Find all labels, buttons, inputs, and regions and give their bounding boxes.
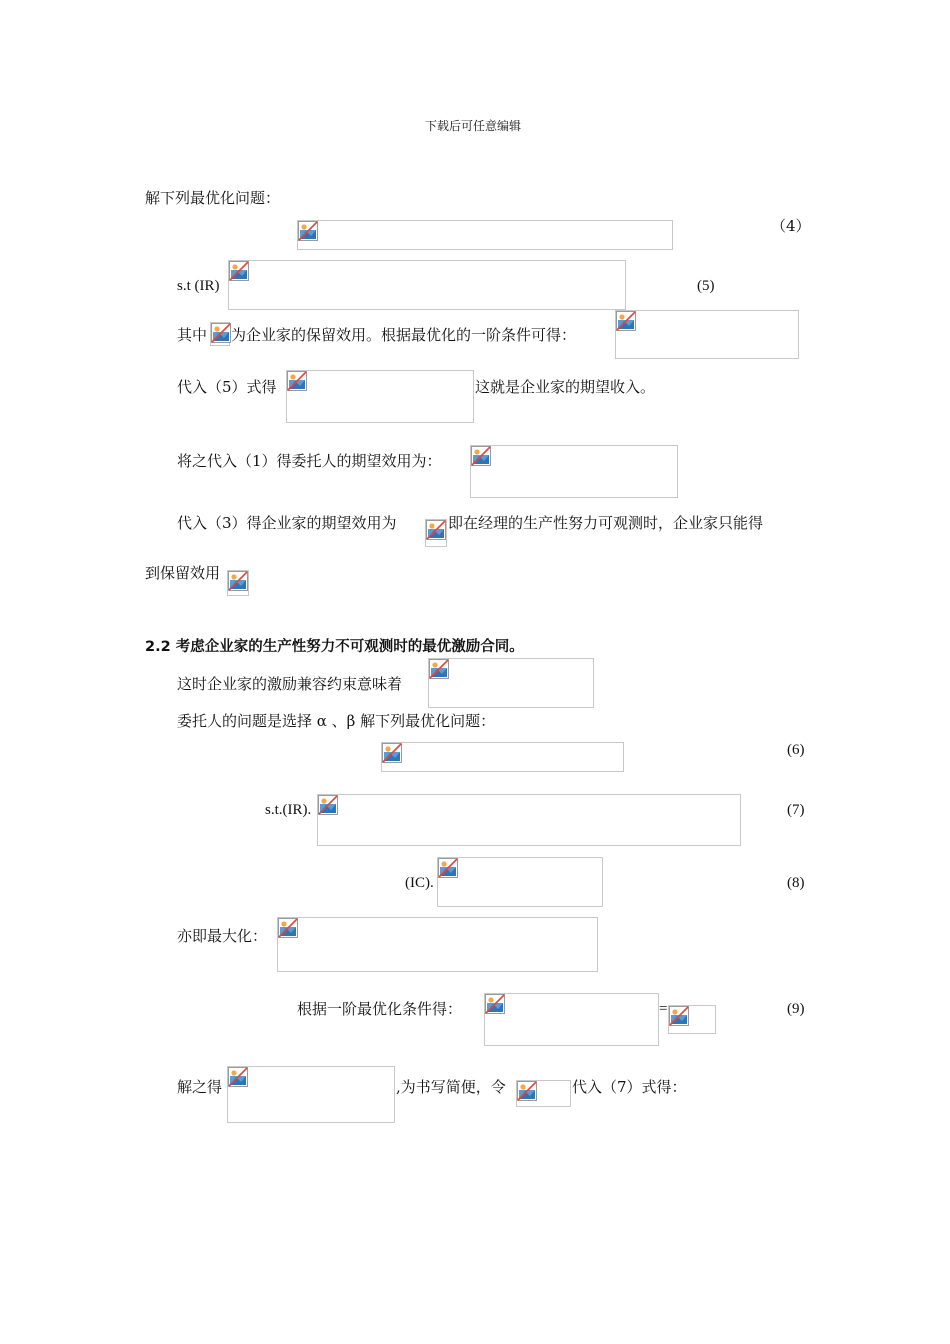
broken-image-icon (485, 994, 505, 1014)
broken-image-icon (429, 659, 449, 679)
formula-image-9b (668, 1005, 716, 1034)
sub5-text-after: 这就是企业家的期望收入。 (475, 378, 656, 396)
broken-image-icon (426, 520, 446, 540)
formula-image-7 (317, 794, 741, 846)
foc-text: 根据一阶最优化条件得： (297, 1000, 463, 1018)
broken-image-icon (211, 323, 231, 343)
eq-label-8: (8) (787, 875, 805, 891)
eq-label-4: （4） (771, 217, 811, 235)
st-ir-label: s.t (IR) (177, 278, 220, 294)
broken-image-icon (669, 1006, 689, 1026)
formula-image-sub5 (286, 370, 474, 423)
broken-image-icon (517, 1081, 537, 1101)
broken-image-icon (278, 918, 298, 938)
section-heading: 2.2 考虑企业家的生产性努力不可观测时的最优激励合同。 (145, 639, 524, 655)
eq-label-7: (7) (787, 802, 805, 818)
formula-image-6 (381, 742, 624, 772)
sub5-text-before: 代入（5）式得 (177, 378, 277, 396)
solve-text-middle: ,为书写简便，令 (396, 1078, 506, 1096)
equals-sign: = (659, 1001, 668, 1017)
page-header: 下载后可任意编辑 (425, 119, 522, 133)
broken-image-icon (229, 261, 249, 281)
formula-image-ic-meaning (428, 658, 594, 708)
formula-image-9a (484, 993, 659, 1046)
broken-image-icon (298, 221, 318, 241)
intro-text: 解下列最优化问题： (145, 189, 281, 207)
formula-image-reserve2 (227, 570, 249, 596)
sub3-text-before: 代入（3）得企业家的期望效用为 (177, 514, 397, 532)
solve-text-after: 代入（7）式得： (572, 1078, 687, 1096)
eq-label-5: (5) (697, 278, 715, 294)
formula-image-5 (228, 260, 626, 310)
broken-image-icon (471, 446, 491, 466)
solve-text-before: 解之得 (177, 1078, 223, 1096)
choose-text: 委托人的问题是选择 α 、β 解下列最优化问题： (177, 712, 496, 730)
sub3-text-after: 即在经理的生产性努力可观测时，企业家只能得 (448, 514, 764, 532)
formula-image-sub1 (470, 445, 678, 498)
formula-image-reserve (210, 322, 230, 346)
formula-image-foc1 (615, 310, 799, 359)
st-ir2-label: s.t.(IR). (265, 802, 312, 818)
formula-image-maximize (277, 917, 598, 972)
formula-image-solve (227, 1066, 395, 1123)
maximize-text: 亦即最大化： (177, 927, 268, 945)
formula-image-4 (297, 220, 673, 250)
ic-meaning-text: 这时企业家的激励兼容约束意味着 (177, 675, 403, 693)
broken-image-icon (287, 371, 307, 391)
broken-image-icon (228, 571, 248, 591)
broken-image-icon (318, 795, 338, 815)
broken-image-icon (228, 1067, 248, 1087)
broken-image-icon (616, 311, 636, 331)
broken-image-icon (438, 858, 458, 878)
sub1-text: 将之代入（1）得委托人的期望效用为： (177, 452, 442, 470)
broken-image-icon (382, 743, 402, 763)
eq-label-9: (9) (787, 1001, 805, 1017)
formula-image-8 (437, 857, 603, 907)
ic-label: (IC). (405, 875, 434, 891)
reserve2-text: 到保留效用 (145, 564, 221, 582)
eq-label-6: (6) (787, 742, 805, 758)
reserve-text-before: 其中 (177, 326, 208, 344)
formula-image-let (516, 1080, 571, 1107)
reserve-text-after: 为企业家的保留效用。根据最优化的一阶条件可得： (231, 326, 577, 344)
formula-image-sub3 (425, 519, 447, 547)
